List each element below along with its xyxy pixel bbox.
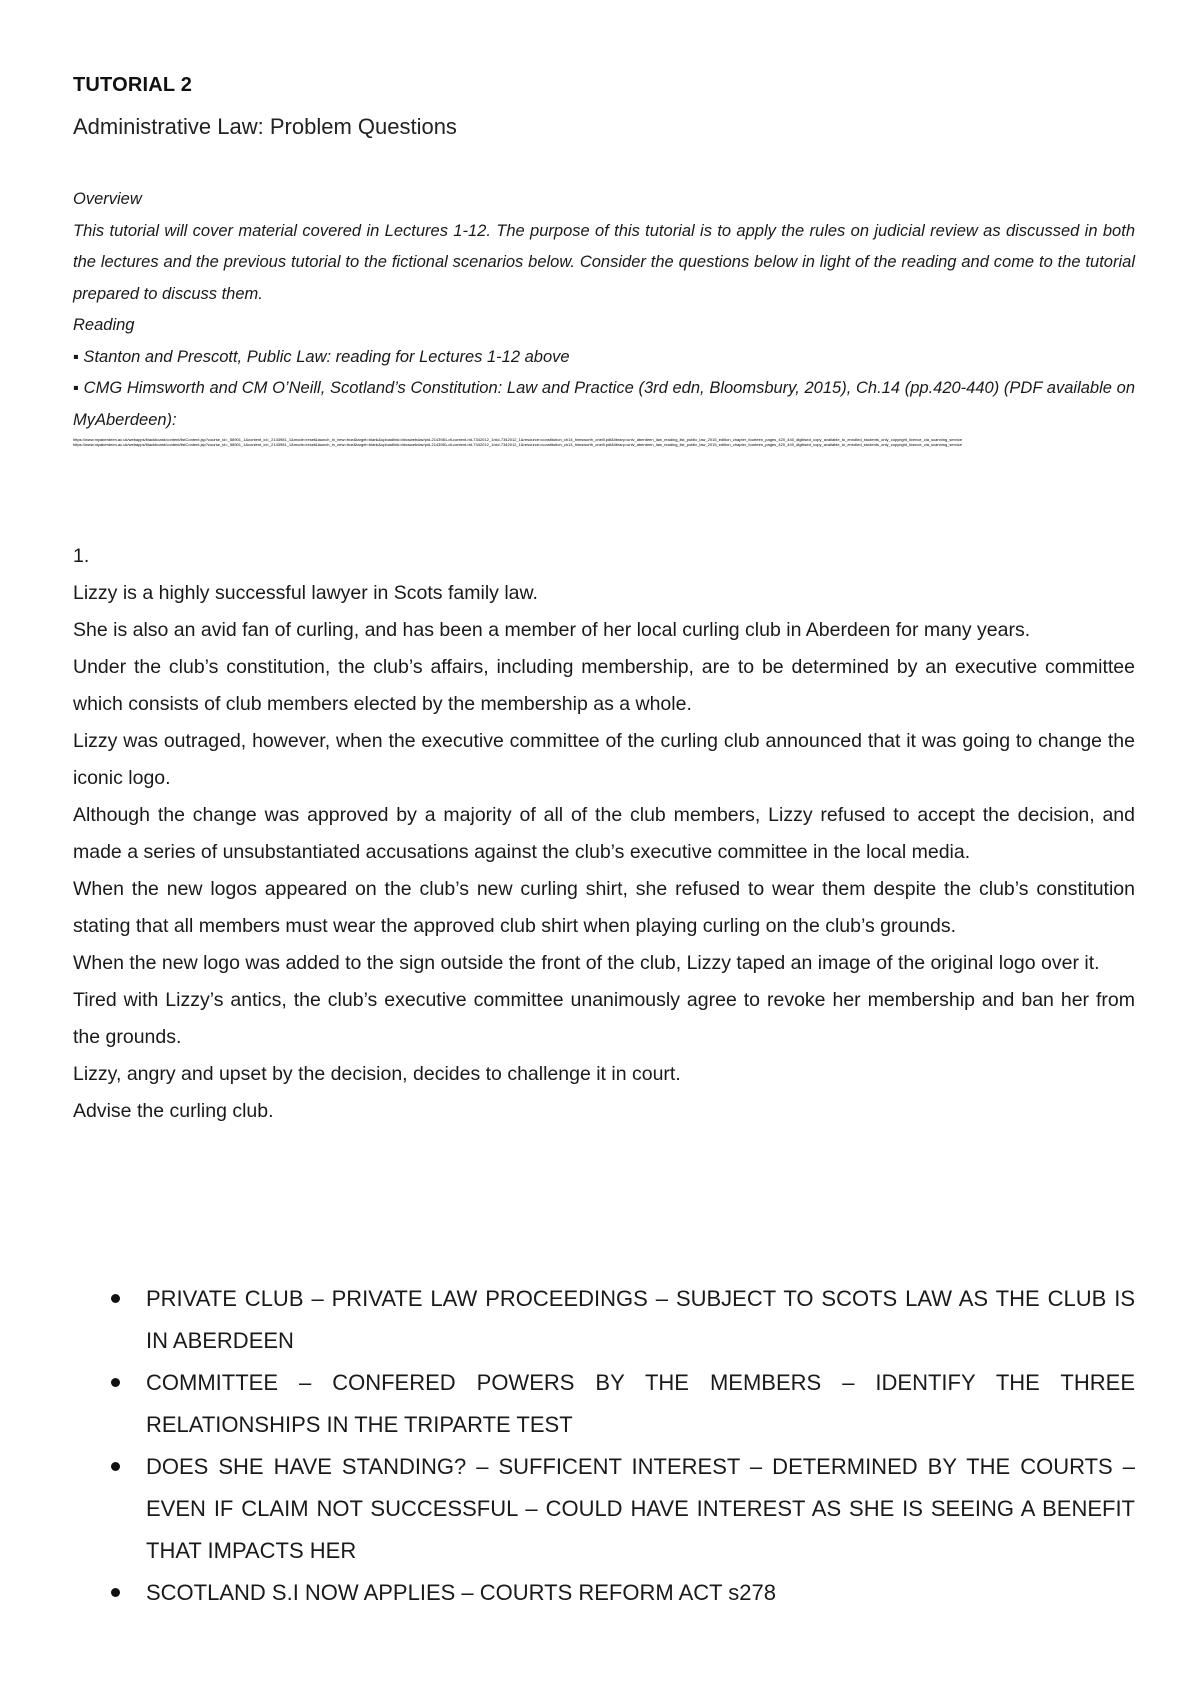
answer-text: SCOTLAND S.I NOW APPLIES – COURTS REFORM ACT s278 bbox=[146, 1580, 777, 1605]
question-paragraph: Lizzy, angry and upset by the decision, decides to challenge it in court. bbox=[73, 1063, 681, 1085]
question-paragraph: Lizzy was outraged, however, when the executive committee of the curling club announced that it was going to change the iconic logo. bbox=[73, 730, 1135, 789]
question-paragraph: Lizzy is a highly successful lawyer in Scots family law. bbox=[73, 582, 538, 604]
reading-link-line[interactable]: https://www.myaberdeen.ac.uk/webapps/blackboard/content/listContent.jsp?course_id=_58901_1&content_id=_2143981_1&mode=reset&launch_in_new=true&target=blank&uploadlink=bbcswebdav/pid-2143981-dt-content-rid-7342012_1/xid-7342012_1&resource=constitution_ch14_himsworth_oneill.pdf&library=univ_aberdeen_law_reading_list_public_law_2015_edition_chapter_fourteen_pages_420_440_digitised_copy_available_to_enrolled_students_only_copyright_licence_cla_scanning_service bbox=[73, 437, 963, 442]
answer-text: COMMITTEE – CONFERED POWERS BY THE MEMBERS – IDENTIFY THE THREE RELATIONSHIPS IN THE TRIPARTE TEST bbox=[146, 1370, 1135, 1437]
question-paragraph: Tired with Lizzy’s antics, the club’s executive committee unanimously agree to revoke her membership and ban her from the grounds. bbox=[73, 989, 1135, 1048]
answer-bullet bbox=[73, 1446, 1135, 1572]
overview-heading: Overview bbox=[73, 190, 142, 208]
question-number: 1. bbox=[73, 545, 90, 567]
reading-link[interactable] bbox=[73, 437, 1135, 453]
question-paragraph: Although the change was approved by a majority of all of the club members, Lizzy refused to accept the decision, and made a series of unsubstantiated accusations against the club’s executive committee in the local media. bbox=[73, 804, 1135, 863]
overview-section bbox=[73, 184, 1135, 436]
question-paragraph: When the new logo was added to the sign outside the front of the club, Lizzy taped an image of the original logo over it. bbox=[73, 952, 1100, 974]
answer-bullet bbox=[73, 1572, 1135, 1614]
bullet-dot-icon bbox=[111, 1294, 120, 1303]
reading-item: ▪ Stanton and Prescott, Public Law: reading for Lectures 1-12 above bbox=[73, 347, 570, 366]
answer-bullet-list bbox=[73, 1278, 1135, 1614]
reading-link-line[interactable]: https://www.myaberdeen.ac.uk/webapps/blackboard/content/listContent.jsp?course_id=_58901_1&content_id=_2143981_1&mode=reset&launch_in_new=true&target=blank&uploadlink=bbcswebdav/pid-2143981-dt-content-rid-7342012_1/xid-7342012_1&resource=constitution_ch14_himsworth_oneill.pdf&library=univ_aberdeen_law_reading_list_public_law_2015_edition_chapter_fourteen_pages_420_440_digitised_copy_available_to_enrolled_students_only_copyright_licence_cla_scanning_service bbox=[73, 442, 963, 447]
overview-text: This tutorial will cover material covered in Lectures 1-12. The purpose of this tutorial is to apply the rules on judicial review as discussed in both the lectures and the previous tutorial to the fictional scenarios below. Consider the questions below in light of the reading and come to the tutorial prepared to discuss them. bbox=[73, 221, 1135, 303]
answer-bullet bbox=[73, 1278, 1135, 1362]
question-section bbox=[73, 538, 1135, 1130]
reading-item: ▪ CMG Himsworth and CM O’Neill, Scotland’s Constitution: Law and Practice (3rd edn, Bloomsbury, 2015), Ch.14 (pp.420-440) (PDF available on MyAberdeen): bbox=[73, 379, 1135, 429]
page-title: TUTORIAL 2 bbox=[73, 74, 193, 96]
answer-text: DOES SHE HAVE STANDING? – SUFFICENT INTEREST – DETERMINED BY THE COURTS – EVEN IF CLAIM NOT SUCCESSFUL – COULD HAVE INTEREST AS SHE IS SEEING A BENEFIT THAT IMPACTS HER bbox=[146, 1454, 1135, 1563]
question-paragraph: She is also an avid fan of curling, and has been a member of her local curling club in Aberdeen for many years. bbox=[73, 619, 1031, 641]
bullet-dot-icon bbox=[111, 1462, 120, 1471]
answer-text: PRIVATE CLUB – PRIVATE LAW PROCEEDINGS – SUBJECT TO SCOTS LAW AS THE CLUB IS IN ABERDEEN bbox=[146, 1286, 1135, 1353]
reading-heading: Reading bbox=[73, 316, 135, 334]
page-subtitle: Administrative Law: Problem Questions bbox=[73, 114, 457, 139]
question-paragraph: Under the club’s constitution, the club’s affairs, including membership, are to be determined by an executive committee which consists of club members elected by the membership as a whole. bbox=[73, 656, 1135, 715]
question-paragraph: When the new logos appeared on the club’s new curling shirt, she refused to wear them despite the club’s constitution stating that all members must wear the approved club shirt when playing curling on the club’s grounds. bbox=[73, 878, 1135, 937]
bullet-dot-icon bbox=[111, 1588, 120, 1597]
question-paragraph: Advise the curling club. bbox=[73, 1100, 274, 1122]
bullet-dot-icon bbox=[111, 1378, 120, 1387]
answer-bullet bbox=[73, 1362, 1135, 1446]
